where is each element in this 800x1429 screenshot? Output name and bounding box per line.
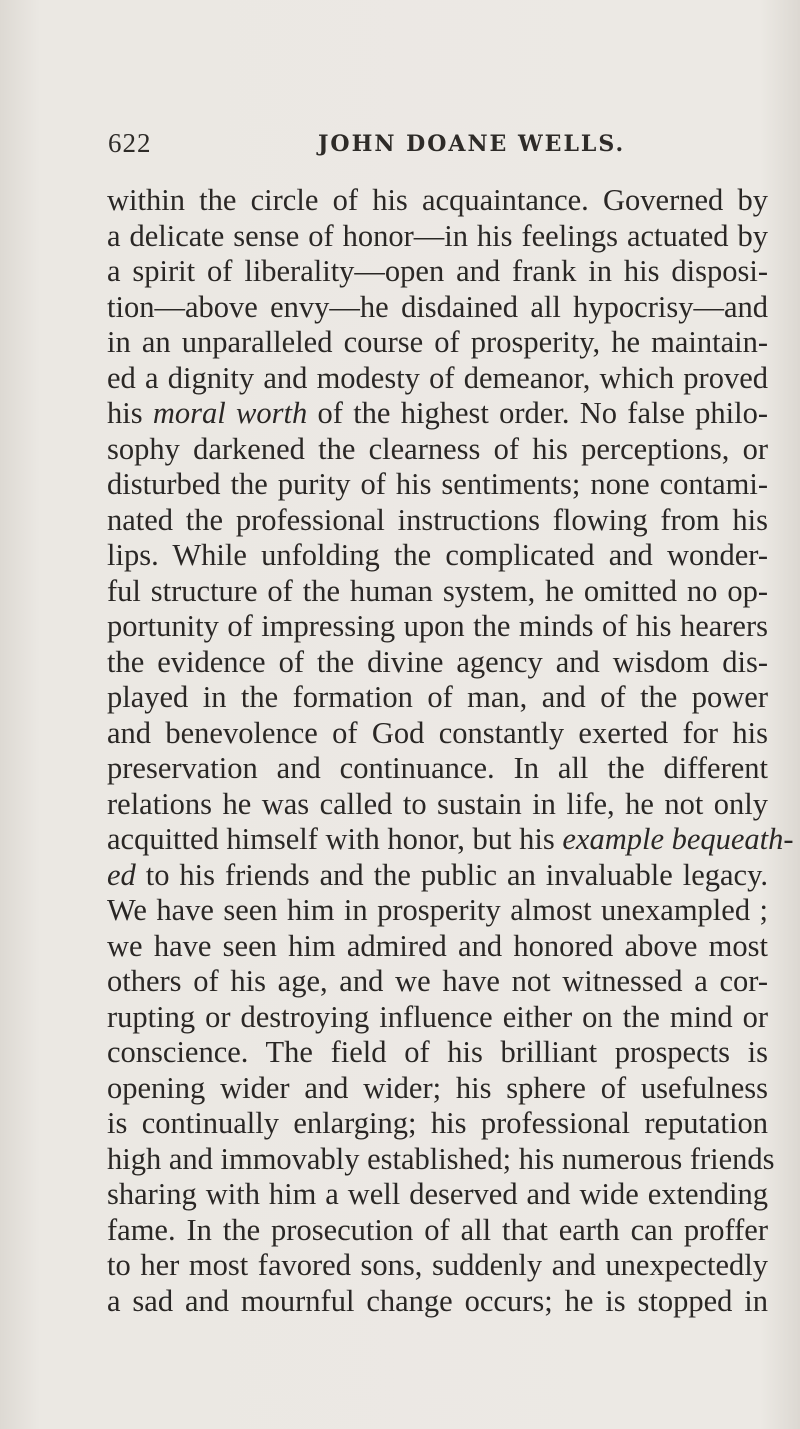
italic-text: moral worth: [152, 396, 308, 430]
text-line: within the circle of his acquaintance. Governed by: [107, 183, 768, 217]
text-line: nated the professional instructions flowing from his: [107, 502, 768, 537]
text-line: a sad and mournful change occurs; he is stopped in: [107, 1283, 768, 1318]
text-line: and benevolence of God constantly exerted for his: [107, 715, 768, 750]
text-line: rupting or destroying influence either on the mind or: [107, 999, 768, 1034]
text-line: played in the formation of man, and of the power: [107, 680, 768, 714]
text-line: ful structure of the human system, he omitted no op-: [107, 573, 768, 608]
body-text: [107, 183, 794, 1319]
text-line: disturbed the purity of his sentiments; none contami-: [107, 467, 768, 501]
text-segment: acquitted himself with honor, but his: [107, 822, 563, 856]
text-line: conscience. The field of his brilliant prospects is: [107, 1035, 768, 1069]
text-line: the evidence of the divine agency and wisdom dis-: [107, 644, 768, 679]
text-line: [107, 396, 768, 432]
text-line: in an unparalleled course of prosperity, he maintain-: [107, 325, 768, 359]
text-line: lips. While unfolding the complicated and wonder-: [107, 538, 768, 572]
text-line: a spirit of liberality—open and frank in his disposi-: [107, 254, 768, 288]
italic-text: ed: [107, 857, 136, 892]
text-line: preservation and continuance. In all the different: [107, 751, 768, 785]
page-number: 622: [108, 128, 152, 158]
text-line: [107, 858, 768, 894]
text-line: sharing with him a well deserved and wide extending: [107, 1177, 768, 1211]
text-line: sophy darkened the clearness of his perceptions, or: [107, 431, 768, 466]
text-line: we have seen him admired and honored above most: [107, 928, 768, 963]
text-line: portunity of impressing upon the minds of his hearers: [107, 609, 768, 643]
text-segment: of the highest order. No false philo-: [307, 396, 768, 430]
text-line: to her most favored sons, suddenly and unexpectedly: [107, 1248, 768, 1282]
text-line: [107, 822, 794, 858]
text-line: tion—above envy—he disdained all hypocrisy—and: [107, 289, 768, 324]
text-line: is continually enlarging; his professional reputation: [107, 1106, 768, 1140]
text-line: others of his age, and we have not witnessed a cor-: [107, 964, 768, 998]
text-segment: to his friends and the public an invaluable legacy.: [135, 857, 768, 892]
text-segment: his: [107, 396, 153, 430]
italic-text: example bequeath-: [562, 822, 794, 856]
text-line: high and immovably established; his numerous friends: [107, 1141, 775, 1176]
text-line: a delicate sense of honor—in his feelings actuated by: [107, 218, 768, 253]
running-head: [108, 128, 768, 168]
text-line: ed a dignity and modesty of demeanor, which proved: [107, 360, 768, 395]
text-line: fame. In the prosecution of all that earth can proffer: [107, 1212, 768, 1247]
text-line: relations he was called to sustain in life, he not only: [107, 786, 768, 821]
running-title: JOHN DOANE WELLS.: [318, 131, 626, 157]
text-line: opening wider and wider; his sphere of usefulness: [107, 1070, 768, 1105]
text-line: We have seen him in prosperity almost unexampled ;: [107, 893, 768, 927]
